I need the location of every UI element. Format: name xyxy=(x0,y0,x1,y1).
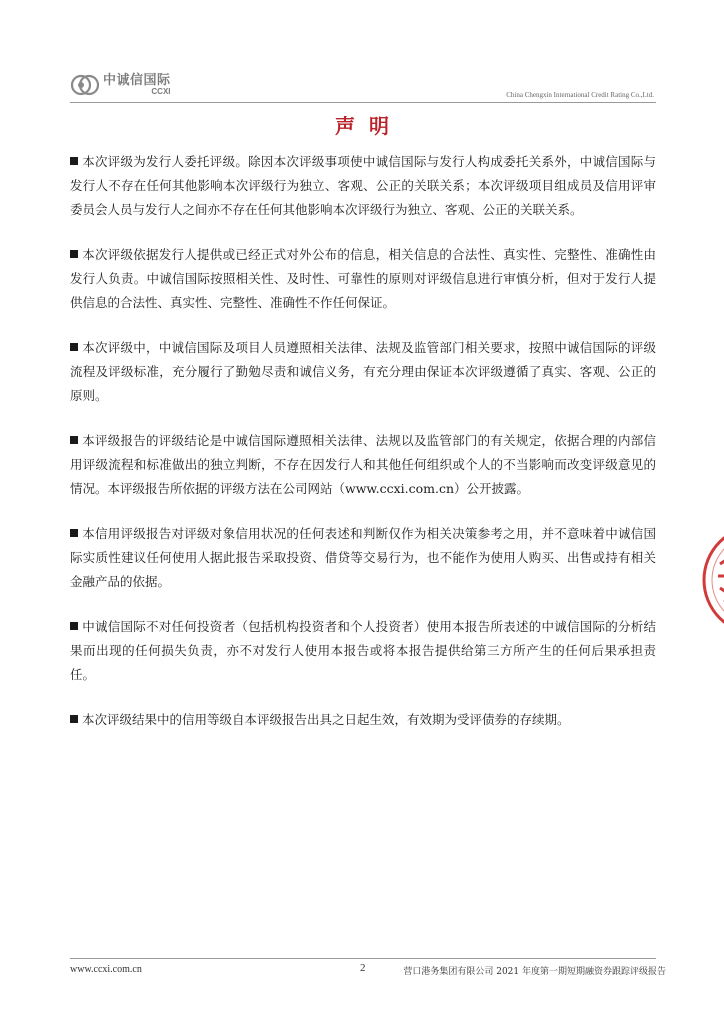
declaration-text: 本次评级为发行人委托评级。除因本次评级事项使中诚信国际与发行人构成委托关系外，中诚信国际与发行人不存在任何其他影响本次评级行为独立、客观、公正的关联关系；本次评级项目组成员及信用评审委员会人员与发行人之间亦不存在任何其他影响本次评级行为独立、客观、公正的关联关系。 xyxy=(70,154,656,217)
footer-divider xyxy=(70,958,656,959)
declaration-item xyxy=(70,708,656,732)
declaration-item xyxy=(70,522,656,594)
page-number: 2 xyxy=(360,962,366,974)
bullet-square-icon xyxy=(70,622,78,630)
bullet-square-icon xyxy=(70,157,78,165)
header-divider xyxy=(70,102,656,103)
ccxi-logo xyxy=(70,72,171,98)
bullet-square-icon xyxy=(70,436,78,444)
logo-english-name: CCXI xyxy=(151,87,171,96)
bullet-square-icon xyxy=(70,715,78,723)
declaration-text: 本次评级依据发行人提供或已经正式对外公布的信息，相关信息的合法性、真实性、完整性、准确性由发行人负责。中诚信国际按照相关性、及时性、可靠性的原则对评级信息进行审慎分析，但对于发行人提供信息的合法性、真实性、完整性、准确性不作任何保证。 xyxy=(70,247,656,310)
page-header xyxy=(70,72,656,102)
declaration-item xyxy=(70,336,656,408)
ccxi-logo-icon xyxy=(70,72,100,98)
declaration-text: 中诚信国际不对任何投资者（包括机构投资者和个人投资者）使用本报告所表述的中诚信国际的分析结果而出现的任何损失负责，亦不对发行人使用本报告或将本报告提供给第三方所产生的任何后果承担责任。 xyxy=(70,619,656,682)
company-english-name: China Chengxin International Credit Rating Co.,Ltd. xyxy=(506,91,654,99)
declaration-text: 本信用评级报告对评级对象信用状况的任何表述和判断仅作为相关决策参考之用，并不意味着中诚信国际实质性建议任何使用人据此报告采取投资、借贷等交易行为，也不能作为使用人购买、出售或持有相关金融产品的依据。 xyxy=(70,526,656,589)
bullet-square-icon xyxy=(70,343,78,351)
declaration-item xyxy=(70,150,656,222)
bullet-square-icon xyxy=(70,529,78,537)
page-title: 声明 xyxy=(335,114,403,138)
declaration-text: 本评级报告的评级结论是中诚信国际遵照相关法律、法规以及监管部门的有关规定，依据合理的内部信用评级流程和标准做出的独立判断，不存在因发行人和其他任何组织或个人的不当影响而改变评级意见的情况。本评级报告所依据的评级方法在公司网站（www.ccxi.com.cn）公开披露。 xyxy=(70,433,656,496)
footer-report-title: 营口港务集团有限公司 2021 年度第一期短期融资券跟踪评级报告 xyxy=(403,967,666,977)
company-seal xyxy=(698,520,724,640)
declaration-text: 本次评级结果中的信用等级自本评级报告出具之日起生效，有效期为受评债券的存续期。 xyxy=(82,712,570,727)
declaration-item xyxy=(70,615,656,687)
declaration-item xyxy=(70,429,656,501)
bullet-square-icon xyxy=(70,250,78,258)
logo-chinese-name: 中诚信国际 xyxy=(103,73,171,88)
declaration-item xyxy=(70,243,656,315)
declaration-text: 本次评级中，中诚信国际及项目人员遵照相关法律、法规及监管部门相关要求，按照中诚信国际的评级流程及评级标准，充分履行了勤勉尽责和诚信义务，有充分理由保证本次评级遵循了真实、客观、公正的原则。 xyxy=(70,340,656,403)
declaration-body xyxy=(70,150,656,753)
footer-website: www.ccxi.com.cn xyxy=(70,964,142,975)
